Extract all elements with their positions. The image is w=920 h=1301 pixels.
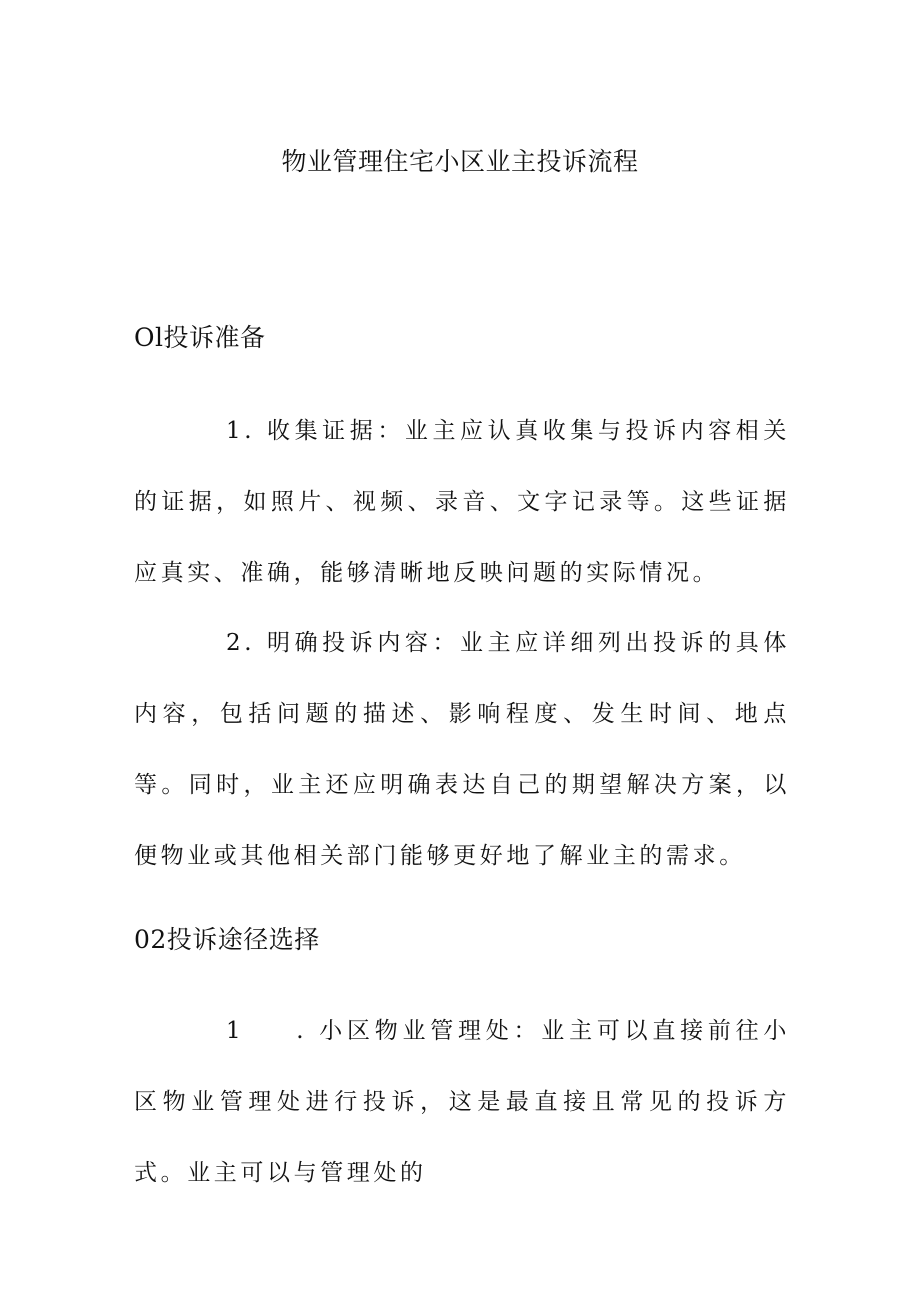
section-heading-2: 02投诉途径选择 bbox=[134, 925, 320, 954]
section-1-item-1 bbox=[134, 396, 790, 609]
item-number: 1 bbox=[226, 418, 245, 444]
item-text: . 明确投诉内容：业主应详细列出投诉的具体内容，包括问题的描述、影响程度、发生时间、地点等。同时，业主还应明确表达自己的期望解决方案，以便物业或其他相关部门能够更好地了解业主的需求。 bbox=[134, 630, 790, 869]
section-1-item-2 bbox=[134, 608, 790, 892]
section-2-item-1 bbox=[134, 996, 790, 1209]
item-text: . 小区物业管理处：业主可以直接前往小区物业管理处进行投诉，这是最直接且常见的投诉方式。业主可以与管理处的 bbox=[134, 1018, 790, 1186]
section-heading-1: Ol投诉准备 bbox=[134, 323, 266, 352]
item-text: . 收集证据：业主应认真收集与投诉内容相关的证据，如照片、视频、录音、文字记录等。这些证据应真实、准确，能够清晰地反映问题的实际情况。 bbox=[134, 418, 790, 586]
item-number: 2 bbox=[226, 630, 245, 656]
document-title: 物业管理住宅小区业主投诉流程 bbox=[281, 147, 639, 176]
item-number: 1 bbox=[226, 1018, 245, 1044]
